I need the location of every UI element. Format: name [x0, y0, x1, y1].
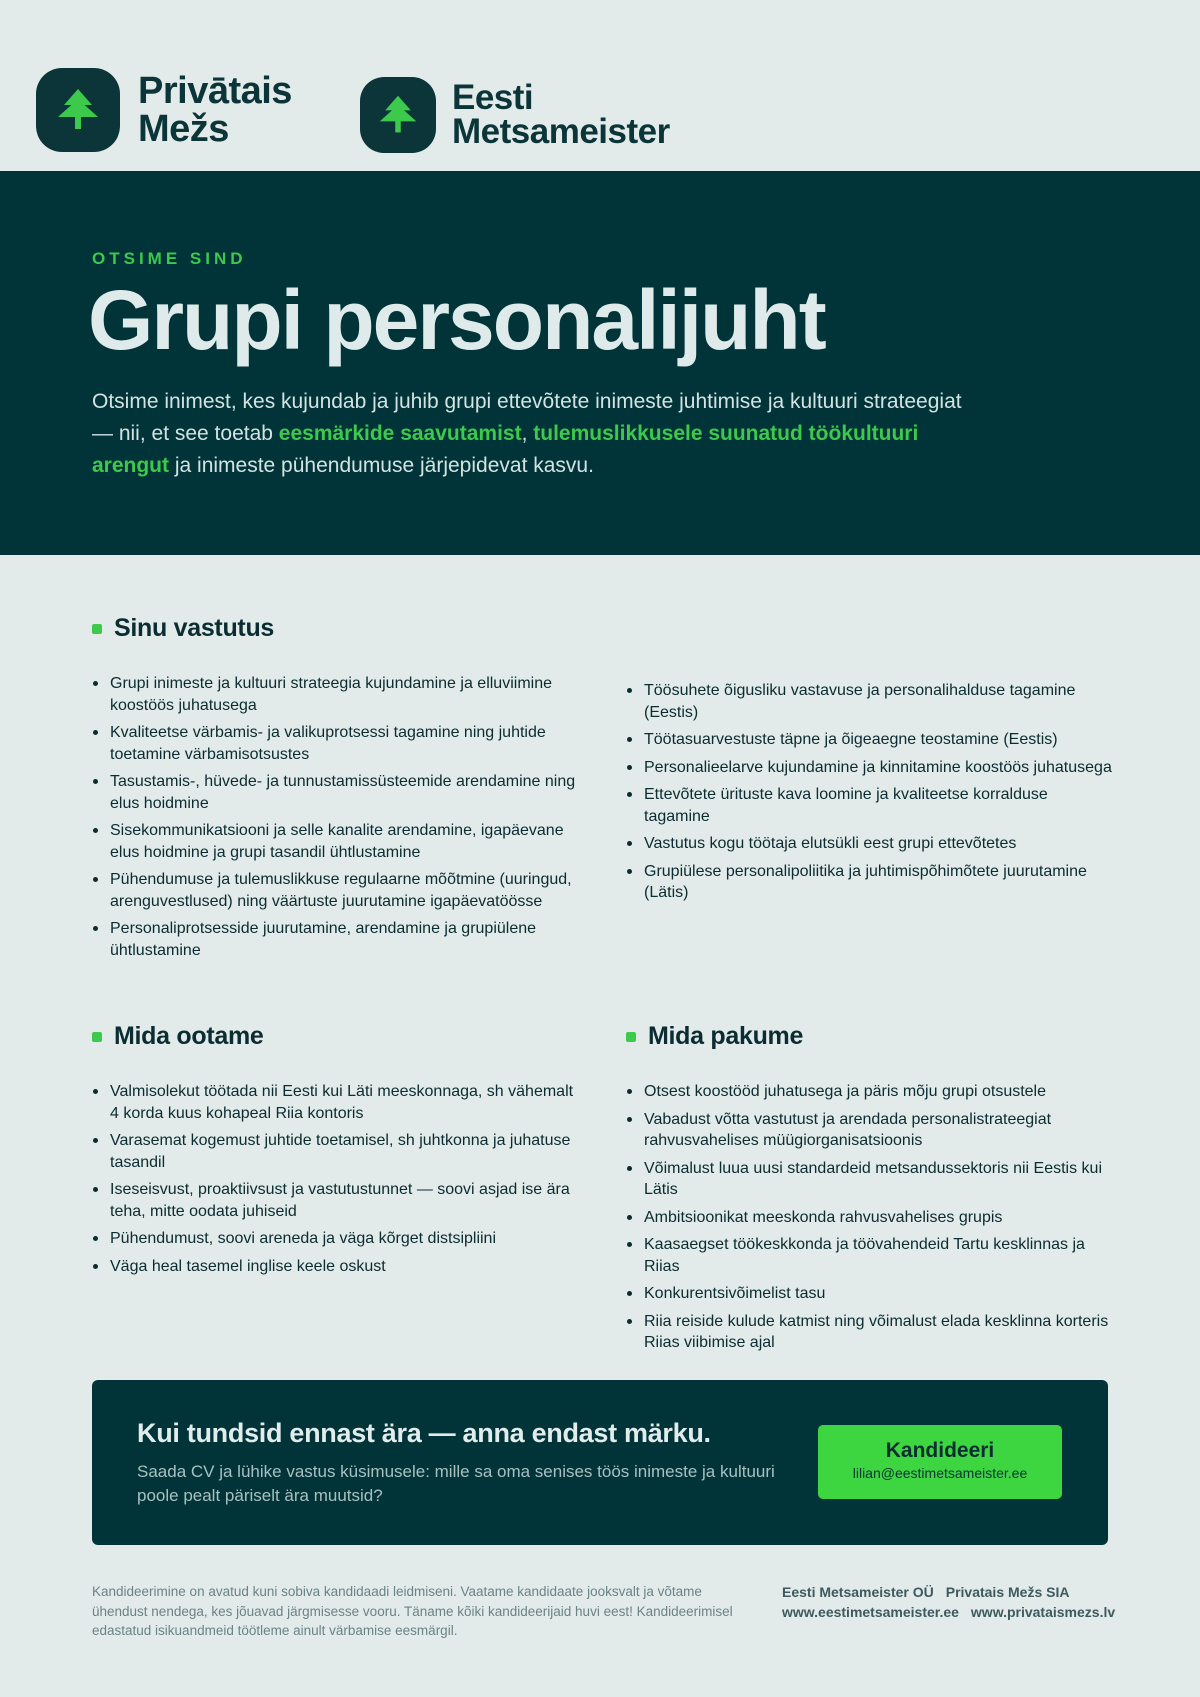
- list-item: Otsest koostööd juhatusega ja päris mõju grupi otsustele: [626, 1081, 1116, 1103]
- intro-text: ja inimeste pühendumuse järjepidevat kasvu.: [169, 454, 594, 477]
- intro-text: Otsime inimest, kes kujundab ja juhib grupi ettevõtete inimeste juhtimise ja kultuuri strateegiat — nii, et see toetab: [92, 390, 962, 445]
- section-marker: [92, 1032, 102, 1042]
- footer-note: Kandideerimine on avatud kuni sobiva kandidaadi leidmiseni. Vaatame kandidaate jooksvalt ja võtame ühendust nendega, kes jõuavad järgmisesse vooru. Täname kõiki kandideerijaid huvi eest! Kandideerimisel edastatud isikuandmeid töötleme ainult värbamise eesmärgil.: [92, 1584, 733, 1638]
- footer-companies: [782, 1582, 1116, 1622]
- list-item: Kaasaegset töökeskkonda ja töövahendeid Tartu kesklinnas ja Riias: [626, 1234, 1116, 1277]
- section-heading-expectations: [92, 1022, 264, 1051]
- logo-line-1: Eesti: [452, 78, 534, 117]
- company-websites: [782, 1602, 1116, 1622]
- logo-text: [452, 78, 670, 151]
- logo-eesti-metsameister: [360, 77, 670, 153]
- cta-title: Kui tundsid ennast ära — anna endast märku.: [137, 1418, 711, 1448]
- apply-button-label: Kandideeri: [885, 1439, 995, 1462]
- intro-highlight: eesmärkide saavutamist: [278, 422, 522, 445]
- expectations-list: [92, 1081, 582, 1283]
- list-item: Grupi inimeste ja kultuuri strateegia kujundamine ja elluviimine koostöös juhatusega: [92, 673, 582, 716]
- intro-paragraph: [92, 386, 972, 482]
- list-item: Riia reiside kulude katmist ning võimalust elada kesklinna korteris Riias viibimise ajal: [626, 1311, 1116, 1354]
- list-item: Tasustamis-, hüvede- ja tunnustamissüsteemide arendamine ning elus hoidmine: [92, 771, 582, 814]
- company-names: [782, 1582, 1112, 1602]
- section-title: Mida pakume: [648, 1022, 804, 1050]
- responsibilities-list-right: [626, 680, 1116, 910]
- list-item: Töösuhete õigusliku vastavuse ja personalihalduse tagamine (Eestis): [626, 680, 1116, 723]
- apply-email-link[interactable]: lilian@eestimetsameister.ee: [852, 1465, 1028, 1481]
- website-link[interactable]: www.eestimetsameister.ee: [782, 1604, 959, 1620]
- offer-list: [626, 1081, 1116, 1360]
- list-item: Konkurentsivõimelist tasu: [626, 1283, 1116, 1305]
- section-marker: [92, 624, 102, 634]
- website-link[interactable]: www.privataismezs.lv: [970, 1604, 1116, 1620]
- list-item: Ettevõtete ürituste kava loomine ja kvaliteetse korralduse tagamine: [626, 784, 1116, 827]
- list-item: Personalieelarve kujundamine ja kinnitamine koostöös juhatusega: [626, 757, 1116, 779]
- list-item: Pühendumust, soovi areneda ja väga kõrget distsipliini: [92, 1228, 582, 1250]
- hero-banner: [0, 171, 1200, 555]
- cta-text: Saada CV ja lühike vastus küsimusele: mille sa oma senises töös inimeste ja kultuuri poole pealt päriselt ära muutsid?: [137, 1462, 775, 1505]
- list-item: Personaliprotsesside juurutamine, arendamine ja grupiülene ühtlustamine: [92, 918, 582, 961]
- section-title: Sinu vastutus: [114, 614, 275, 642]
- list-item: Töötasuarvestuste täpne ja õigeaegne teostamine (Eestis): [626, 729, 1116, 751]
- list-item: Grupiülese personalipoliitika ja juhtimispõhimõtete juurutamine (Lätis): [626, 861, 1116, 904]
- list-item: Iseseisvust, proaktiivsust ja vastutustunnet — soovi asjad ise ära teha, mitte oodata juhiseid: [92, 1179, 582, 1222]
- list-item: Ambitsioonikat meeskonda rahvusvahelises grupis: [626, 1207, 1116, 1229]
- list-item: Väga heal tasemel inglise keele oskust: [92, 1256, 582, 1278]
- list-item: Vastutus kogu töötaja elutsükli eest grupi ettevõtetes: [626, 833, 1116, 855]
- list-item: Valmisolekut töötada nii Eesti kui Läti meeskonnaga, sh vähemalt 4 korda kuus kohapeal Riia kontoris: [92, 1081, 582, 1124]
- logo-privatais-mezs: [36, 68, 292, 152]
- company-name: Eesti Metsameister OÜ: [782, 1584, 934, 1600]
- responsibilities-list-left: [92, 673, 582, 967]
- list-item: Pühendumuse ja tulemuslikkuse regulaarne mõõtmine (uuringud, arenguvestlused) ning väärtuste juurutamine igapäevatöösse: [92, 869, 582, 912]
- intro-highlight: tulemuslikkusele suunatud töökultuuri arengut: [92, 422, 919, 477]
- list-item: Kvaliteetse värbamis- ja valikuprotsessi tagamine ning juhtide toetamine värbamisotsustes: [92, 722, 582, 765]
- section-heading-responsibilities: [92, 614, 274, 643]
- eyebrow-label: OTSIME SIND: [92, 249, 247, 268]
- section-title: Mida ootame: [114, 1022, 264, 1050]
- tree-icon: [360, 77, 436, 153]
- section-heading-offer: [626, 1022, 803, 1051]
- header: [0, 0, 1200, 171]
- section-marker: [626, 1032, 636, 1042]
- list-item: Sisekommunikatsiooni ja selle kanalite arendamine, igapäevane elus hoidmine ja grupi tasandil ühtlustamine: [92, 820, 582, 863]
- list-item: Võimalust luua uusi standardeid metsandussektoris nii Eestis kui Lätis: [626, 1158, 1116, 1201]
- intro-separator: ,: [521, 422, 534, 445]
- tree-icon: [36, 68, 120, 152]
- list-item: Vabadust võtta vastutust ja arendada personalistrateegiat rahvusvahelises müügiorganisatsioonis: [626, 1109, 1116, 1152]
- company-name: Privatais Mežs SIA: [945, 1584, 1070, 1600]
- list-item: Varasemat kogemust juhtide toetamisel, sh juhtkonna ja juhatuse tasandil: [92, 1130, 582, 1173]
- apply-button[interactable]: [818, 1425, 1062, 1499]
- logo-line-1: Privātais: [138, 70, 292, 112]
- logo-text: [138, 72, 292, 148]
- logo-line-2: Metsameister: [452, 112, 670, 151]
- page-title: Grupi personalijuht: [88, 273, 825, 367]
- logo-line-2: Mežs: [138, 108, 229, 150]
- cta-banner: [92, 1380, 1108, 1545]
